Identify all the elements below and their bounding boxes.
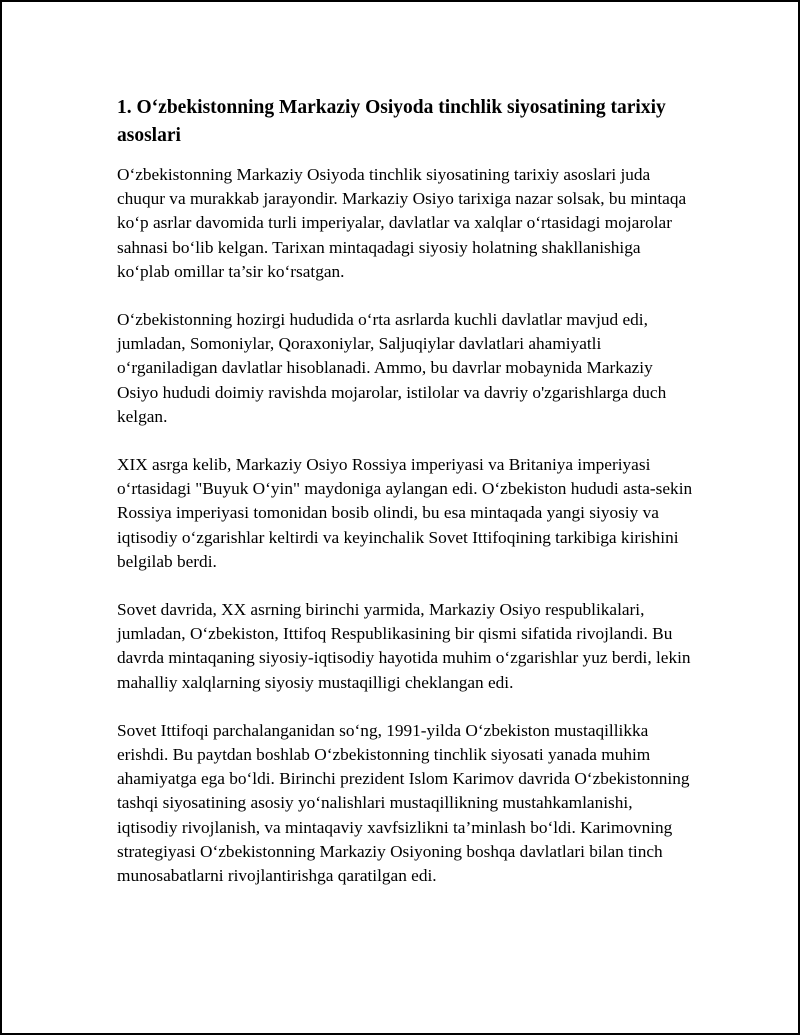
- paragraph-4: Sovet davrida, XX asrning birinchi yarmida, Markaziy Osiyo respublikalari, jumladan, O‘zbekiston, Ittifoq Respublikasining bir qismi sifatida rivojlandi. Bu davrda mintaqaning siyosiy-iqtisodiy hayotida muhim o‘zgarishlar yuz berdi, lekin mahalliy xalqlarning siyosiy mustaqilligi cheklangan edi.: [117, 600, 691, 692]
- paragraph-3: XIX asrga kelib, Markaziy Osiyo Rossiya imperiyasi va Britaniya imperiyasi o‘rtasidagi "Buyuk O‘yin" maydoniga aylangan edi. O‘zbekiston hududi asta-sekin Rossiya imperiyasi tomonidan bosib olindi, bu esa mintaqada yangi siyosiy va iqtisodiy o‘zgarishlar keltirdi va keyinchalik Sovet Ittifoqining tarkibiga kirishini belgilab berdi.: [117, 455, 693, 571]
- paragraph-1: O‘zbekistonning Markaziy Osiyoda tinchlik siyosatining tarixiy asoslari juda chuqur va murakkab jarayondir. Markaziy Osiyo tarixiga nazar solsak, bu mintaqa ko‘p asrlar davomida turli imperiyalar, davlatlar va xalqlar o‘rtasidagi mojarolar sahnasi bo‘lib kelgan. Tarixan mintaqadagi siyosiy holatning shakllanishiga ko‘plab omillar ta’sir ko‘rsatgan.: [117, 165, 687, 281]
- document-body: [117, 94, 697, 912]
- section-heading: 1. O‘zbekistonning Markaziy Osiyoda tinchlik siyosatining tarixiy asoslari: [117, 97, 666, 146]
- paragraph-2: O‘zbekistonning hozirgi hududida o‘rta asrlarda kuchli davlatlar mavjud edi, jumladan, Somoniylar, Qoraxoniylar, Saljuqiylar davlatlari ahamiyatli o‘rganiladigan davlatlar hisoblanadi. Ammo, bu davrlar mobaynida Markaziy Osiyo hududi doimiy ravishda mojarolar, istilolar va davriy o'zgarishlarga duch kelgan.: [117, 310, 667, 426]
- paragraph-5: Sovet Ittifoqi parchalanganidan so‘ng, 1991-yilda O‘zbekiston mustaqillikka erishdi. Bu paytdan boshlab O‘zbekistonning tinchlik siyosati yanada muhim ahamiyatga ega bo‘ldi. Birinchi prezident Islom Karimov davrida O‘zbekistonning tashqi siyosatining asosiy yo‘nalishlari mustaqillikning mustahkamlanishi, iqtisodiy rivojlanish, va mintaqaviy xavfsizlikni ta’minlash bo‘ldi. Karimovning strategiyasi O‘zbekistonning Markaziy Osiyoning boshqa davlatlari bilan tinch munosabatlarni rivojlantirishga qaratilgan edi.: [117, 720, 690, 886]
